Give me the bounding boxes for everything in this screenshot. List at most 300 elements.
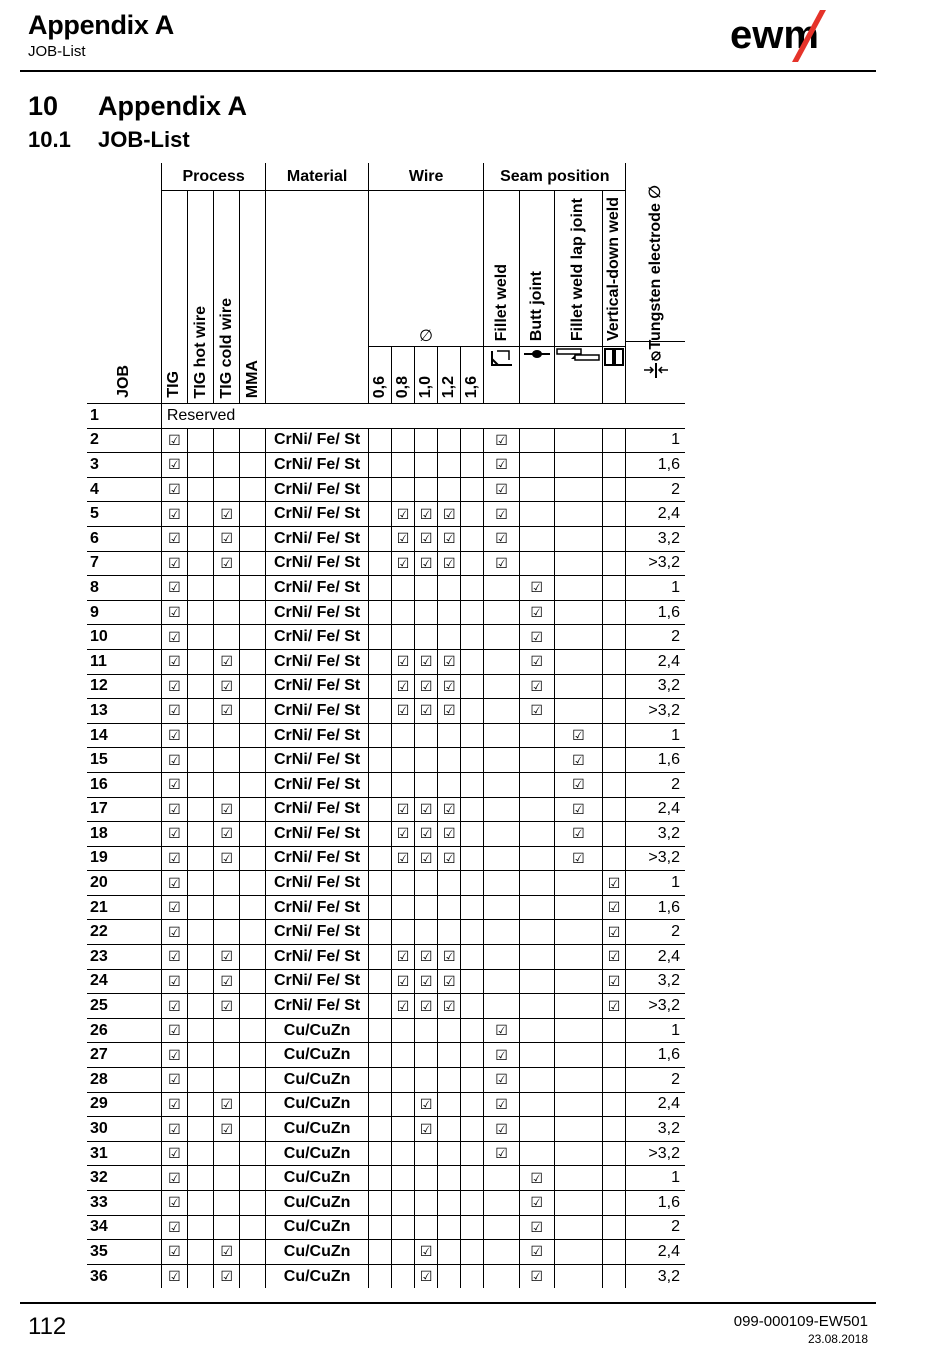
table-row	[87, 649, 685, 674]
mma-cell	[240, 945, 266, 970]
wire-cell	[461, 723, 484, 748]
vertical-down-cell	[602, 477, 625, 502]
wire-cell	[368, 625, 391, 650]
tungsten-diameter-cell: 2,4	[626, 649, 685, 674]
table-row	[87, 1043, 685, 1068]
mma-cell	[240, 1240, 266, 1265]
tig-cold-wire-cell: ☑	[214, 1240, 240, 1265]
col-vertical-down-weld: Vertical-down weld	[602, 191, 625, 347]
wire-cell: ☑	[438, 674, 461, 699]
tig-cell: ☑	[161, 920, 187, 945]
tig-hot-wire-cell	[187, 1043, 213, 1068]
tungsten-diameter-cell: 2	[626, 1215, 685, 1240]
fillet-weld-cell: ☑	[484, 1018, 519, 1043]
tig-cell: ☑	[161, 969, 187, 994]
wire-cell	[368, 1068, 391, 1093]
job-number: 34	[87, 1215, 161, 1240]
job-number: 11	[87, 649, 161, 674]
material-cell: CrNi/ Fe/ St	[266, 477, 368, 502]
job-number: 13	[87, 699, 161, 724]
table-row	[87, 994, 685, 1019]
table-row	[87, 969, 685, 994]
butt-joint-cell	[519, 723, 554, 748]
wire-cell	[368, 1141, 391, 1166]
job-number: 27	[87, 1043, 161, 1068]
vertical-down-cell	[602, 600, 625, 625]
wire-cell	[368, 797, 391, 822]
wire-cell	[438, 1191, 461, 1216]
mma-cell	[240, 1141, 266, 1166]
mma-cell	[240, 1117, 266, 1142]
table-row	[87, 1191, 685, 1216]
butt-joint-cell	[519, 772, 554, 797]
wire-cell	[461, 846, 484, 871]
tig-hot-wire-cell	[187, 748, 213, 773]
wire-cell	[461, 1068, 484, 1093]
table-row	[87, 502, 685, 527]
tig-cold-wire-cell	[214, 1191, 240, 1216]
tig-cold-wire-cell	[214, 453, 240, 478]
tig-cell: ☑	[161, 699, 187, 724]
butt-joint-cell	[519, 797, 554, 822]
tig-cell: ☑	[161, 477, 187, 502]
tig-cell: ☑	[161, 1018, 187, 1043]
wire-cell	[461, 1215, 484, 1240]
wire-cell	[415, 453, 438, 478]
tig-cold-wire-cell: ☑	[214, 526, 240, 551]
butt-joint-cell: ☑	[519, 1215, 554, 1240]
table-row	[87, 600, 685, 625]
tig-hot-wire-cell	[187, 1191, 213, 1216]
wire-cell	[368, 1264, 391, 1288]
butt-joint-cell	[519, 748, 554, 773]
butt-joint-cell: ☑	[519, 600, 554, 625]
tungsten-diameter-cell: 3,2	[626, 1264, 685, 1288]
job-list-table	[87, 163, 685, 1288]
tig-cell: ☑	[161, 1141, 187, 1166]
wire-cell	[415, 625, 438, 650]
job-number: 29	[87, 1092, 161, 1117]
table-row	[87, 945, 685, 970]
vertical-down-cell	[602, 625, 625, 650]
job-number: 26	[87, 1018, 161, 1043]
wire-cell	[461, 1264, 484, 1288]
tungsten-diameter-cell: 1	[626, 576, 685, 601]
tig-cell: ☑	[161, 453, 187, 478]
butt-joint-cell	[519, 1043, 554, 1068]
wire-cell	[438, 1215, 461, 1240]
tig-cold-wire-cell	[214, 871, 240, 896]
wire-cell: ☑	[438, 994, 461, 1019]
lap-joint-cell	[554, 551, 602, 576]
tig-cold-wire-cell: ☑	[214, 945, 240, 970]
material-cell: CrNi/ Fe/ St	[266, 772, 368, 797]
tig-hot-wire-cell	[187, 526, 213, 551]
lap-joint-cell	[554, 1215, 602, 1240]
tig-hot-wire-cell	[187, 822, 213, 847]
butt-joint-cell: ☑	[519, 576, 554, 601]
job-number: 12	[87, 674, 161, 699]
wire-cell	[461, 477, 484, 502]
wire-cell	[438, 748, 461, 773]
job-number: 4	[87, 477, 161, 502]
material-cell: CrNi/ Fe/ St	[266, 600, 368, 625]
lap-joint-cell: ☑	[554, 723, 602, 748]
wire-cell	[391, 772, 414, 797]
table-row	[87, 625, 685, 650]
wire-cell	[368, 551, 391, 576]
wire-cell	[438, 723, 461, 748]
material-cell: CrNi/ Fe/ St	[266, 871, 368, 896]
vertical-down-cell	[602, 822, 625, 847]
wire-cell	[391, 1141, 414, 1166]
fillet-weld-cell	[484, 846, 519, 871]
wire-cell	[415, 477, 438, 502]
job-number: 21	[87, 895, 161, 920]
job-number: 30	[87, 1117, 161, 1142]
tig-cold-wire-cell: ☑	[214, 649, 240, 674]
table-row	[87, 1018, 685, 1043]
wire-cell	[368, 502, 391, 527]
document-date: 23.08.2018	[807, 1332, 868, 1346]
tig-hot-wire-cell	[187, 428, 213, 453]
wire-cell: ☑	[415, 699, 438, 724]
wire-cell	[461, 1092, 484, 1117]
table-row	[87, 1141, 685, 1166]
wire-cell: ☑	[391, 699, 414, 724]
tig-cold-wire-cell	[214, 1018, 240, 1043]
mma-cell	[240, 797, 266, 822]
tungsten-diameter-cell: 3,2	[626, 674, 685, 699]
wire-cell	[368, 649, 391, 674]
vertical-down-cell	[602, 723, 625, 748]
tig-hot-wire-cell	[187, 1117, 213, 1142]
tig-hot-wire-cell	[187, 772, 213, 797]
col-tungsten: Tungsten electrode ∅	[626, 163, 685, 404]
tig-hot-wire-cell	[187, 551, 213, 576]
lap-joint-cell: ☑	[554, 748, 602, 773]
fillet-weld-cell: ☑	[484, 502, 519, 527]
lap-joint-cell	[554, 895, 602, 920]
wire-cell	[368, 600, 391, 625]
wire-cell	[368, 1043, 391, 1068]
col-material	[266, 191, 368, 404]
col-wire-1-0: 1,0	[415, 347, 438, 404]
wire-cell	[368, 1240, 391, 1265]
wire-cell	[438, 576, 461, 601]
wire-cell	[368, 576, 391, 601]
fillet-weld-cell	[484, 649, 519, 674]
tig-cold-wire-cell: ☑	[214, 502, 240, 527]
job-number: 23	[87, 945, 161, 970]
fillet-weld-cell	[484, 994, 519, 1019]
mma-cell	[240, 723, 266, 748]
vertical-down-cell	[602, 772, 625, 797]
tig-cell: ☑	[161, 846, 187, 871]
tig-cold-wire-cell	[214, 1166, 240, 1191]
fillet-weld-cell	[484, 1191, 519, 1216]
job-number: 24	[87, 969, 161, 994]
header-rule	[20, 70, 876, 72]
butt-joint-cell	[519, 994, 554, 1019]
job-number: 20	[87, 871, 161, 896]
lap-joint-cell	[554, 1092, 602, 1117]
mma-cell	[240, 649, 266, 674]
col-wire-0-6: 0,6	[368, 347, 391, 404]
wire-cell: ☑	[415, 1240, 438, 1265]
lap-joint-cell	[554, 1117, 602, 1142]
wire-cell: ☑	[391, 822, 414, 847]
tig-cell: ☑	[161, 625, 187, 650]
tungsten-diameter-cell: 1,6	[626, 453, 685, 478]
tig-hot-wire-cell	[187, 797, 213, 822]
tig-cell: ☑	[161, 871, 187, 896]
lap-joint-icon	[554, 347, 602, 404]
tig-cell: ☑	[161, 1166, 187, 1191]
vertical-down-cell: ☑	[602, 945, 625, 970]
butt-joint-cell	[519, 551, 554, 576]
material-cell: CrNi/ Fe/ St	[266, 969, 368, 994]
vertical-down-cell	[602, 1068, 625, 1093]
fillet-weld-cell: ☑	[484, 526, 519, 551]
tungsten-diameter-cell: 1	[626, 871, 685, 896]
section-heading: 10 Appendix A	[28, 91, 248, 121]
wire-cell	[368, 1166, 391, 1191]
lap-joint-cell	[554, 699, 602, 724]
tig-cold-wire-cell	[214, 748, 240, 773]
wire-cell	[391, 1264, 414, 1288]
wire-cell	[415, 1166, 438, 1191]
tig-hot-wire-cell	[187, 699, 213, 724]
wire-cell: ☑	[415, 1092, 438, 1117]
tig-cell: ☑	[161, 551, 187, 576]
tig-hot-wire-cell	[187, 625, 213, 650]
material-cell: CrNi/ Fe/ St	[266, 526, 368, 551]
wire-cell	[438, 1240, 461, 1265]
mma-cell	[240, 1166, 266, 1191]
tig-hot-wire-cell	[187, 502, 213, 527]
fillet-weld-cell	[484, 920, 519, 945]
material-cell: CrNi/ Fe/ St	[266, 945, 368, 970]
job-number: 28	[87, 1068, 161, 1093]
table-row	[87, 1117, 685, 1142]
wire-cell	[438, 1264, 461, 1288]
table-row	[87, 895, 685, 920]
wire-cell	[368, 477, 391, 502]
tig-hot-wire-cell	[187, 1240, 213, 1265]
wire-cell	[391, 625, 414, 650]
butt-joint-cell	[519, 920, 554, 945]
wire-cell	[461, 1141, 484, 1166]
col-job: JOB	[114, 365, 132, 398]
mma-cell	[240, 477, 266, 502]
tig-cold-wire-cell	[214, 1043, 240, 1068]
material-cell: Cu/CuZn	[266, 1141, 368, 1166]
mma-cell	[240, 1092, 266, 1117]
tungsten-diameter-cell: 2,4	[626, 1092, 685, 1117]
vertical-down-weld-icon	[602, 347, 625, 404]
table-row	[87, 1240, 685, 1265]
fillet-weld-cell	[484, 699, 519, 724]
vertical-down-cell	[602, 1264, 625, 1288]
job-number: 5	[87, 502, 161, 527]
lap-joint-cell	[554, 453, 602, 478]
wire-cell	[368, 1018, 391, 1043]
subsection-heading: 10.1 JOB-List	[28, 127, 190, 152]
wire-cell	[391, 1191, 414, 1216]
lap-joint-cell	[554, 920, 602, 945]
fillet-weld-cell	[484, 797, 519, 822]
tig-hot-wire-cell	[187, 1092, 213, 1117]
tig-cold-wire-cell	[214, 920, 240, 945]
wire-cell	[415, 895, 438, 920]
lap-joint-cell	[554, 1068, 602, 1093]
fillet-weld-cell: ☑	[484, 477, 519, 502]
col-wire-1-2: 1,2	[438, 347, 461, 404]
table-row	[87, 551, 685, 576]
table-row	[87, 674, 685, 699]
tungsten-diameter-cell: 1,6	[626, 895, 685, 920]
wire-cell	[415, 920, 438, 945]
fillet-weld-cell: ☑	[484, 1068, 519, 1093]
wire-cell: ☑	[391, 502, 414, 527]
mma-cell	[240, 625, 266, 650]
tig-hot-wire-cell	[187, 945, 213, 970]
wire-cell	[461, 797, 484, 822]
tungsten-diameter-cell: 1	[626, 428, 685, 453]
table-row	[87, 404, 685, 429]
vertical-down-cell	[602, 1043, 625, 1068]
wire-cell	[461, 1018, 484, 1043]
col-wire-0-8: 0,8	[391, 347, 414, 404]
lap-joint-cell	[554, 625, 602, 650]
tig-cell: ☑	[161, 428, 187, 453]
wire-cell: ☑	[415, 1264, 438, 1288]
wire-cell	[415, 772, 438, 797]
tig-cell: ☑	[161, 1215, 187, 1240]
wire-cell	[415, 723, 438, 748]
fillet-weld-cell	[484, 772, 519, 797]
job-number: 8	[87, 576, 161, 601]
tig-cold-wire-cell	[214, 600, 240, 625]
group-process: Process	[161, 163, 266, 191]
wire-cell	[438, 1117, 461, 1142]
tungsten-diameter-cell: 3,2	[626, 969, 685, 994]
wire-cell	[461, 969, 484, 994]
mma-cell	[240, 969, 266, 994]
wire-cell: ☑	[438, 846, 461, 871]
tig-cell: ☑	[161, 576, 187, 601]
wire-cell: ☑	[391, 846, 414, 871]
tig-cell: ☑	[161, 1068, 187, 1093]
tig-hot-wire-cell	[187, 846, 213, 871]
tungsten-diameter-cell: 2	[626, 772, 685, 797]
tig-cell: ☑	[161, 649, 187, 674]
butt-joint-cell	[519, 1018, 554, 1043]
vertical-down-cell	[602, 699, 625, 724]
butt-joint-cell	[519, 453, 554, 478]
table-row	[87, 748, 685, 773]
tig-hot-wire-cell	[187, 871, 213, 896]
wire-cell	[415, 1191, 438, 1216]
tig-cell: ☑	[161, 526, 187, 551]
tig-cell: ☑	[161, 772, 187, 797]
wire-cell	[391, 428, 414, 453]
tig-cell: ☑	[161, 600, 187, 625]
tig-cell: ☑	[161, 1240, 187, 1265]
page-header-title: Appendix A	[28, 10, 175, 40]
wire-cell	[368, 674, 391, 699]
wire-cell	[415, 871, 438, 896]
mma-cell	[240, 502, 266, 527]
wire-cell: ☑	[391, 526, 414, 551]
tig-cold-wire-cell	[214, 723, 240, 748]
tungsten-diameter-cell: >3,2	[626, 699, 685, 724]
vertical-down-cell	[602, 1092, 625, 1117]
wire-cell	[391, 920, 414, 945]
fillet-weld-cell: ☑	[484, 551, 519, 576]
wire-cell	[438, 1068, 461, 1093]
tungsten-diameter-cell: >3,2	[626, 994, 685, 1019]
tungsten-diameter-icon	[641, 350, 671, 380]
wire-cell	[461, 1166, 484, 1191]
table-row	[87, 1166, 685, 1191]
material-cell: Cu/CuZn	[266, 1068, 368, 1093]
lap-joint-cell	[554, 674, 602, 699]
mma-cell	[240, 1043, 266, 1068]
mma-cell	[240, 526, 266, 551]
vertical-down-cell	[602, 674, 625, 699]
butt-joint-cell	[519, 822, 554, 847]
footer-rule	[20, 1302, 876, 1304]
wire-cell	[461, 600, 484, 625]
fillet-weld-cell	[484, 945, 519, 970]
wire-cell	[391, 895, 414, 920]
wire-cell	[368, 846, 391, 871]
butt-joint-cell	[519, 477, 554, 502]
wire-cell: ☑	[438, 797, 461, 822]
wire-cell: ☑	[438, 945, 461, 970]
tig-hot-wire-cell	[187, 723, 213, 748]
wire-cell: ☑	[415, 502, 438, 527]
vertical-down-cell	[602, 797, 625, 822]
tungsten-diameter-cell: 3,2	[626, 822, 685, 847]
tungsten-diameter-cell: >3,2	[626, 1141, 685, 1166]
tig-cell: ☑	[161, 674, 187, 699]
material-cell: CrNi/ Fe/ St	[266, 994, 368, 1019]
table-row	[87, 477, 685, 502]
material-cell: Cu/CuZn	[266, 1092, 368, 1117]
tig-hot-wire-cell	[187, 674, 213, 699]
wire-cell	[438, 477, 461, 502]
wire-cell	[368, 945, 391, 970]
material-cell: Cu/CuZn	[266, 1191, 368, 1216]
wire-cell	[461, 649, 484, 674]
lap-joint-cell	[554, 600, 602, 625]
lap-joint-cell	[554, 871, 602, 896]
tig-cell: ☑	[161, 1191, 187, 1216]
butt-joint-cell	[519, 945, 554, 970]
material-cell: CrNi/ Fe/ St	[266, 428, 368, 453]
material-cell: CrNi/ Fe/ St	[266, 723, 368, 748]
lap-joint-cell	[554, 1141, 602, 1166]
fillet-weld-cell	[484, 1264, 519, 1288]
wire-cell	[438, 1141, 461, 1166]
vertical-down-cell	[602, 1240, 625, 1265]
job-number: 1	[87, 404, 161, 429]
tungsten-diameter-cell: 2,4	[626, 945, 685, 970]
lap-joint-cell	[554, 1191, 602, 1216]
